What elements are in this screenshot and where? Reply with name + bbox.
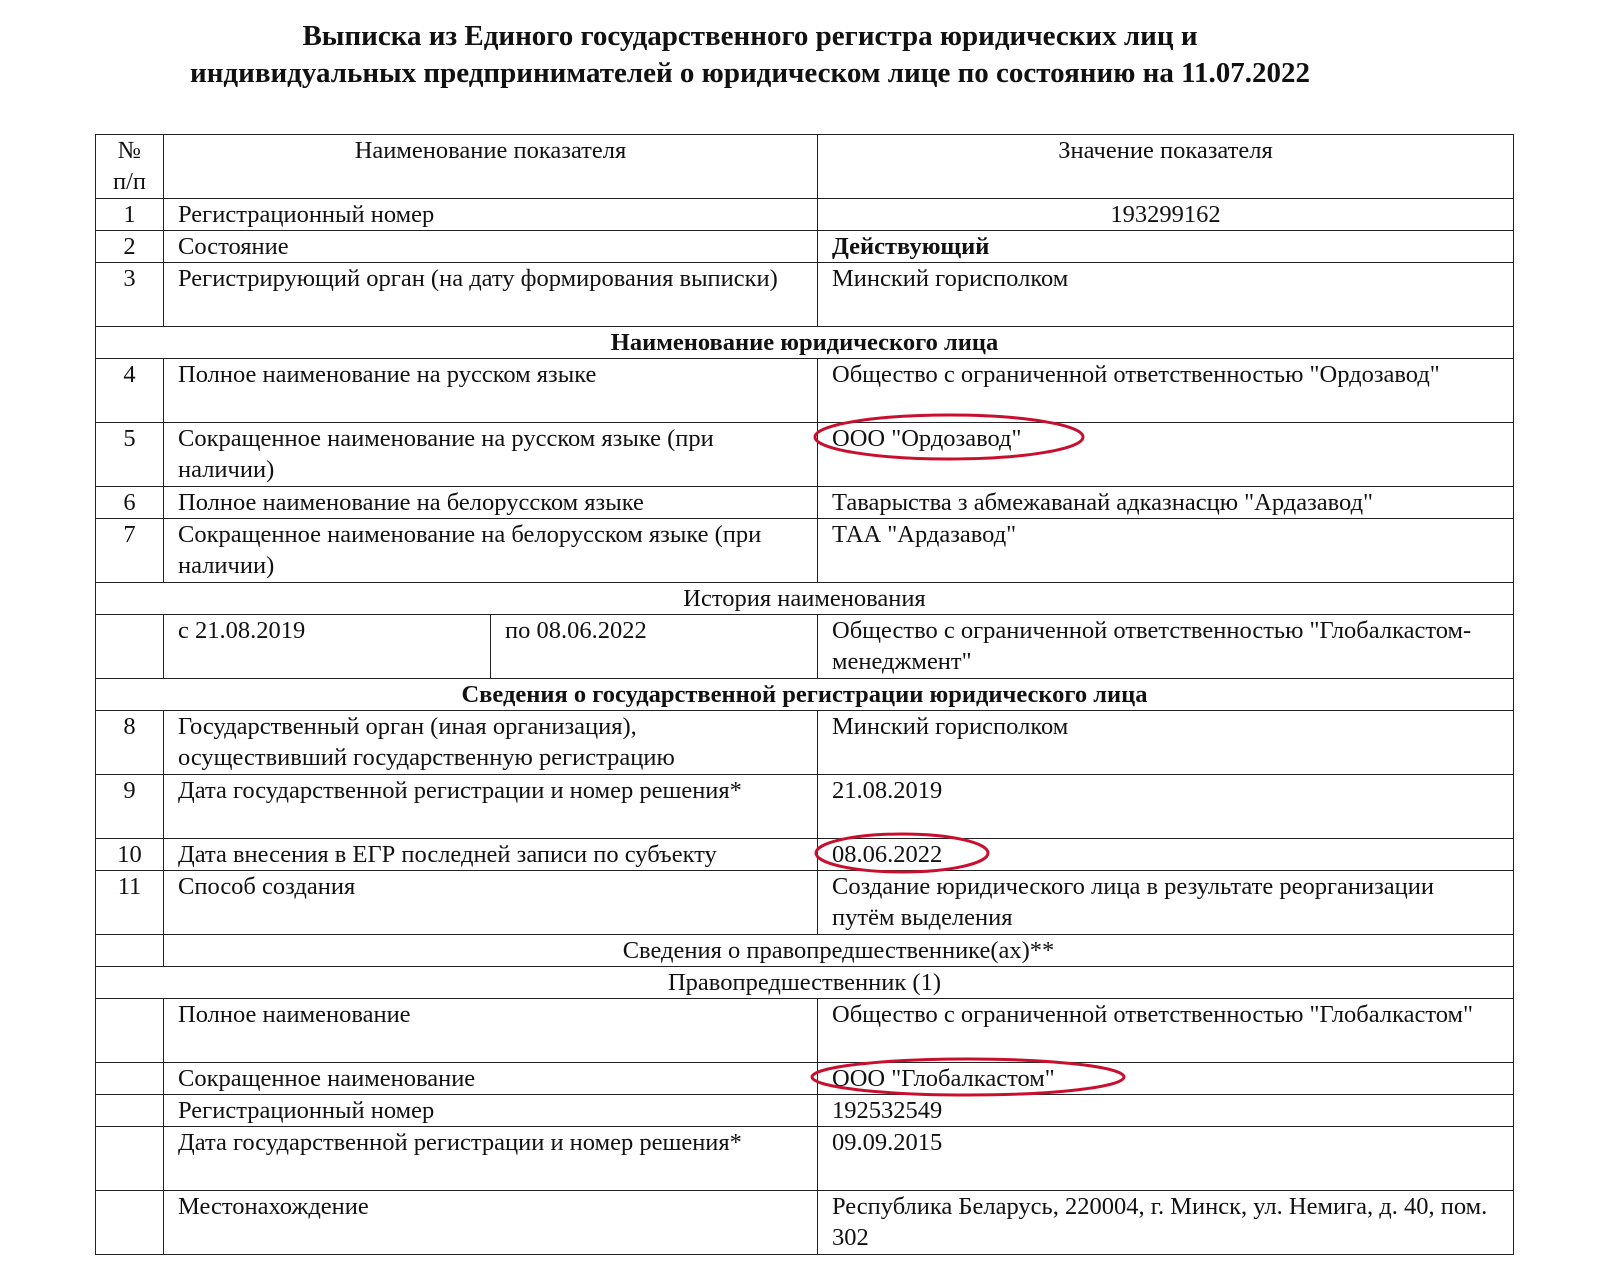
table-row — [96, 1127, 1514, 1191]
table-header-row — [96, 135, 1514, 199]
row-num — [96, 615, 164, 679]
table-row — [96, 263, 1514, 327]
row-label: Местонахождение — [164, 1191, 818, 1255]
predecessor-short-name: ООО "Глобалкастом" — [832, 1065, 1055, 1092]
highlighted-value — [832, 425, 1022, 452]
row-value: Общество с ограниченной ответственностью "Ордозавод" — [818, 359, 1514, 423]
row-label: Дата государственной регистрации и номер решения* — [164, 1127, 818, 1191]
row-value: Минский горисполком — [818, 263, 1514, 327]
row-label: Сокращенное наименование на русском языке (при наличии) — [164, 423, 818, 487]
history-from: с 21.08.2019 — [164, 615, 491, 679]
section-header-row — [96, 679, 1514, 711]
row-label: Способ создания — [164, 871, 818, 935]
row-label: Государственный орган (иная организация), осуществивший государственную регистрацию — [164, 711, 818, 775]
table-row — [96, 231, 1514, 263]
table-row — [96, 519, 1514, 583]
table-row — [96, 423, 1514, 487]
row-value: ТАА "Ардазавод" — [818, 519, 1514, 583]
row-num: 9 — [96, 775, 164, 839]
row-num — [96, 1095, 164, 1127]
table-row — [96, 999, 1514, 1063]
row-value: 193299162 — [818, 199, 1514, 231]
history-row — [96, 615, 1514, 679]
row-num: 2 — [96, 231, 164, 263]
row-value: 192532549 — [818, 1095, 1514, 1127]
section-header-row — [96, 935, 1514, 967]
row-label: Дата внесения в ЕГР последней записи по субъекту — [164, 839, 818, 871]
row-value-circled — [818, 423, 1514, 487]
row-num: 3 — [96, 263, 164, 327]
section-name-heading: Наименование юридического лица — [96, 327, 1514, 359]
row-num — [96, 935, 164, 967]
row-num — [96, 1127, 164, 1191]
row-num: 6 — [96, 487, 164, 519]
row-value: Действующий — [818, 231, 1514, 263]
row-value: 21.08.2019 — [818, 775, 1514, 839]
predecessors-heading: Сведения о правопредшественнике(ах)** — [164, 935, 1514, 967]
history-to: по 08.06.2022 — [491, 615, 818, 679]
row-label: Полное наименование на белорусском языке — [164, 487, 818, 519]
table-row — [96, 1095, 1514, 1127]
row-label: Регистрационный номер — [164, 1095, 818, 1127]
row-num — [96, 1191, 164, 1255]
row-value: Таварыства з абмежаванай адказнасцю "Ардазавод" — [818, 487, 1514, 519]
row-label: Состояние — [164, 231, 818, 263]
table-row — [96, 487, 1514, 519]
row-num — [96, 1063, 164, 1095]
row-label: Полное наименование на русском языке — [164, 359, 818, 423]
row-num: 5 — [96, 423, 164, 487]
row-num: 10 — [96, 839, 164, 871]
row-label: Сокращенное наименование на белорусском языке (при наличии) — [164, 519, 818, 583]
row-value-circled — [818, 839, 1514, 871]
table-row — [96, 871, 1514, 935]
table-row — [96, 711, 1514, 775]
row-num — [96, 999, 164, 1063]
table-row — [96, 1063, 1514, 1095]
row-num: 8 — [96, 711, 164, 775]
short-name-ru: ООО "Ордозавод" — [832, 425, 1022, 452]
history-heading: История наименования — [96, 583, 1514, 615]
title-line-2: индивидуальных предпринимателей о юридическом лице по состоянию на 11.07.2022 — [190, 57, 1310, 89]
table-row — [96, 359, 1514, 423]
header-value: Значение показателя — [818, 135, 1514, 199]
header-name: Наименование показателя — [164, 135, 818, 199]
row-label: Полное наименование — [164, 999, 818, 1063]
row-value: Республика Беларусь, 220004, г. Минск, ул. Немига, д. 40, пом. 302 — [818, 1191, 1514, 1255]
registry-table — [95, 134, 1514, 1255]
row-label: Дата государственной регистрации и номер решения* — [164, 775, 818, 839]
row-value-circled — [818, 1063, 1514, 1095]
table-row — [96, 1191, 1514, 1255]
highlighted-value — [832, 1065, 1055, 1092]
row-value: Общество с ограниченной ответственностью "Глобалкастом" — [818, 999, 1514, 1063]
row-value: 09.09.2015 — [818, 1127, 1514, 1191]
table-row — [96, 199, 1514, 231]
document-title — [0, 18, 1500, 92]
row-label: Регистрирующий орган (на дату формирования выписки) — [164, 263, 818, 327]
row-label: Регистрационный номер — [164, 199, 818, 231]
header-num: № п/п — [96, 135, 164, 199]
section-header-row — [96, 583, 1514, 615]
row-num: 1 — [96, 199, 164, 231]
predecessor-1-heading: Правопредшественник (1) — [96, 967, 1514, 999]
section-header-row — [96, 327, 1514, 359]
row-value: Минский горисполком — [818, 711, 1514, 775]
table-row — [96, 775, 1514, 839]
highlighted-value — [832, 841, 942, 868]
row-value: Создание юридического лица в результате реорганизации путём выделения — [818, 871, 1514, 935]
row-num: 7 — [96, 519, 164, 583]
section-header-row — [96, 967, 1514, 999]
title-line-1: Выписка из Единого государственного регистра юридических лиц и — [302, 20, 1198, 52]
section-registration-heading: Сведения о государственной регистрации юридического лица — [96, 679, 1514, 711]
row-num: 11 — [96, 871, 164, 935]
last-record-date: 08.06.2022 — [832, 841, 943, 868]
table-row — [96, 839, 1514, 871]
row-label: Сокращенное наименование — [164, 1063, 818, 1095]
row-num: 4 — [96, 359, 164, 423]
history-value: Общество с ограниченной ответственностью "Глобалкастом-менеджмент" — [818, 615, 1514, 679]
